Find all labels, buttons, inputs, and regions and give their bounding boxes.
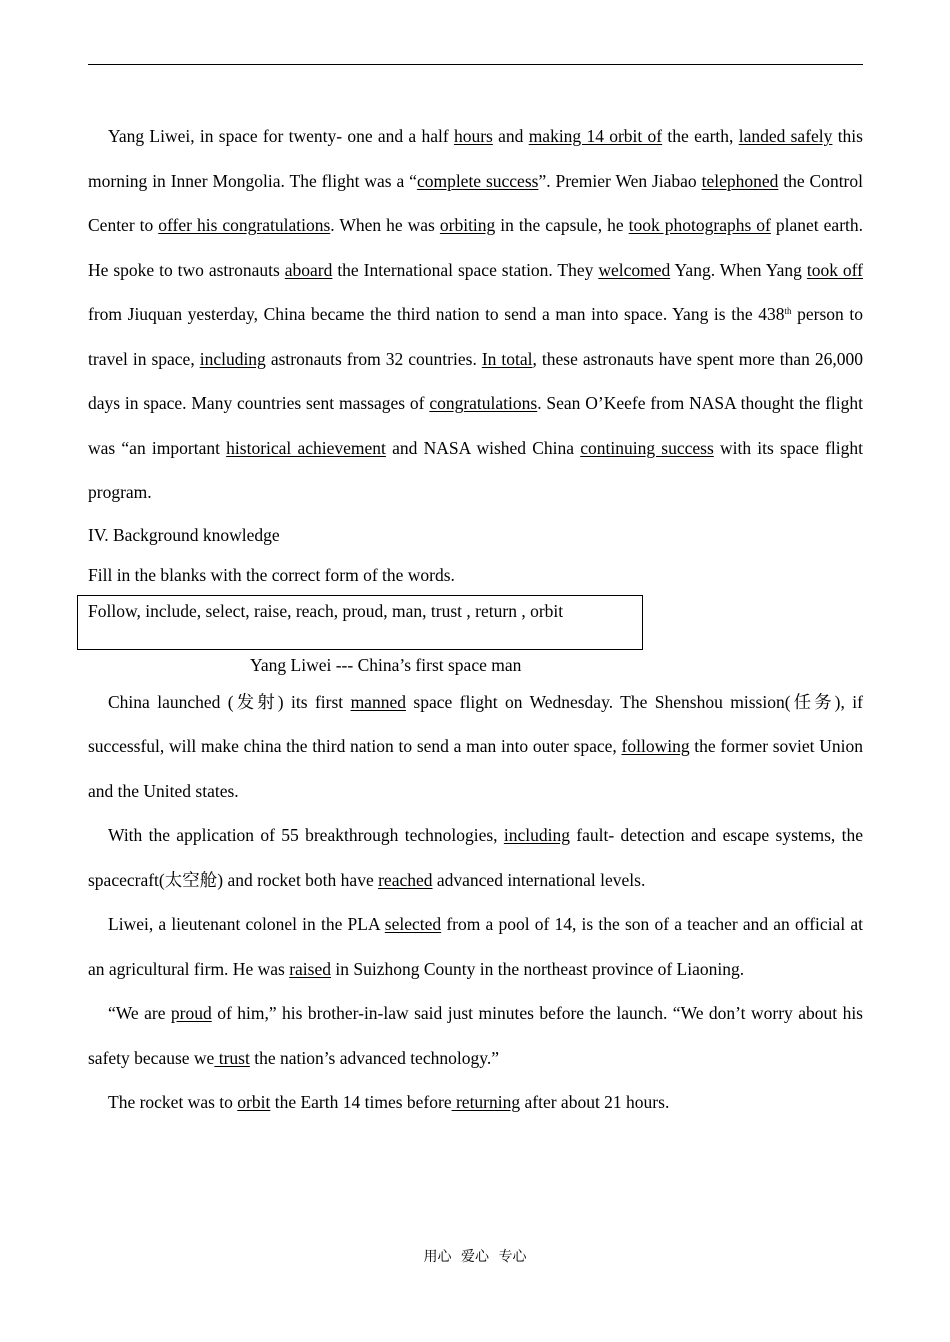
answer-word: aboard: [284, 259, 333, 280]
answer-word: offer his congratulations: [158, 215, 331, 235]
answer-word: reached: [378, 869, 433, 890]
ordinal-suffix: th: [784, 306, 792, 316]
article-paragraph-2: With the application of 55 breakthrough technologies, including fault- detection and escape systems, the spacecraft(太空舱) and rocket both have reached advanced international levels.: [88, 825, 864, 890]
document-body: [88, 114, 863, 1125]
answer-word: In total: [481, 348, 533, 369]
answer-word: continuing success: [580, 437, 714, 458]
answer-word: congratulations: [429, 393, 538, 413]
article-title: Yang Liwei --- China’s first space man: [250, 654, 522, 675]
answer-word: selected: [384, 914, 442, 934]
answer-word: manned: [350, 691, 406, 712]
answer-word: welcomed: [598, 259, 671, 280]
header-rule: [88, 64, 863, 65]
article-paragraph-4: “We are proud of him,” his brother-in-law said just minutes before the launch. “We don’t worry about his safety because we trust the nation’s advanced technology.”: [88, 1003, 863, 1068]
answer-word: proud: [170, 1003, 212, 1023]
answer-word: complete success: [416, 170, 539, 191]
answer-word: took photographs of: [628, 215, 771, 235]
answer-word: including: [199, 348, 266, 369]
answer-word: raised: [289, 958, 331, 979]
answer-word: historical achievement: [226, 437, 386, 458]
answer-word: telephoned: [701, 170, 779, 191]
instruction-text: Fill in the blanks with the correct form of the words.: [88, 564, 455, 585]
answer-word: landed safely: [738, 126, 833, 146]
article-paragraph-3: Liwei, a lieutenant colonel in the PLA selected from a pool of 14, is the son of a teacher and an official at an agricultural firm. He was raised in Suizhong County in the northeast province of Liaoning.: [88, 914, 863, 979]
word-box: [77, 595, 643, 650]
section-heading: IV. Background knowledge: [88, 524, 280, 545]
page-footer: 用心 爱心 专心: [423, 1250, 527, 1265]
answer-word: trust: [214, 1047, 250, 1068]
article-paragraph-5: The rocket was to orbit the Earth 14 times before returning after about 21 hours.: [108, 1092, 670, 1112]
article: [88, 680, 863, 1125]
passage-paragraph: Yang Liwei, in space for twenty- one and a half hours and making 14 orbit of the earth, landed safely this morning in Inner Mongolia. The flight was a “complete success”. Premier Wen Jiabao telephoned the Control Center to offer his congratulations. When he was orbiting in the capsule, he took photographs of planet earth. He spoke to two astronauts aboard the International space station. They welcomed Yang. When Yang took off from Jiuquan yesterday, China became the third nation to send a man into space. Yang is the 438th person to travel in space, including astronauts from 32 countries. In total, these astronauts have spent more than 26,000 days in space. Many countries sent massages of congratulations. Sean O’Keefe from NASA thought the flight was “an important historical achievement and NASA wished China continuing success with its space flight program.: [88, 126, 864, 502]
answer-word: including: [503, 825, 570, 845]
answer-word: orbiting: [439, 215, 496, 235]
article-paragraph-1: China launched (发射) its first manned space flight on Wednesday. The Shenshou mission(任务), if successful, will make china the third nation to send a man into outer space, following the former soviet Union and the United states.: [88, 691, 864, 801]
answer-word: returning: [451, 1092, 521, 1112]
answer-word: hours: [453, 126, 493, 146]
answer-word: following: [621, 736, 690, 756]
answer-word: making 14 orbit of: [528, 126, 663, 146]
answer-word: orbit: [237, 1092, 271, 1112]
answer-word: took off: [806, 259, 863, 280]
word-list: Follow, include, select, raise, reach, proud, man, trust , return , orbit: [88, 600, 564, 621]
